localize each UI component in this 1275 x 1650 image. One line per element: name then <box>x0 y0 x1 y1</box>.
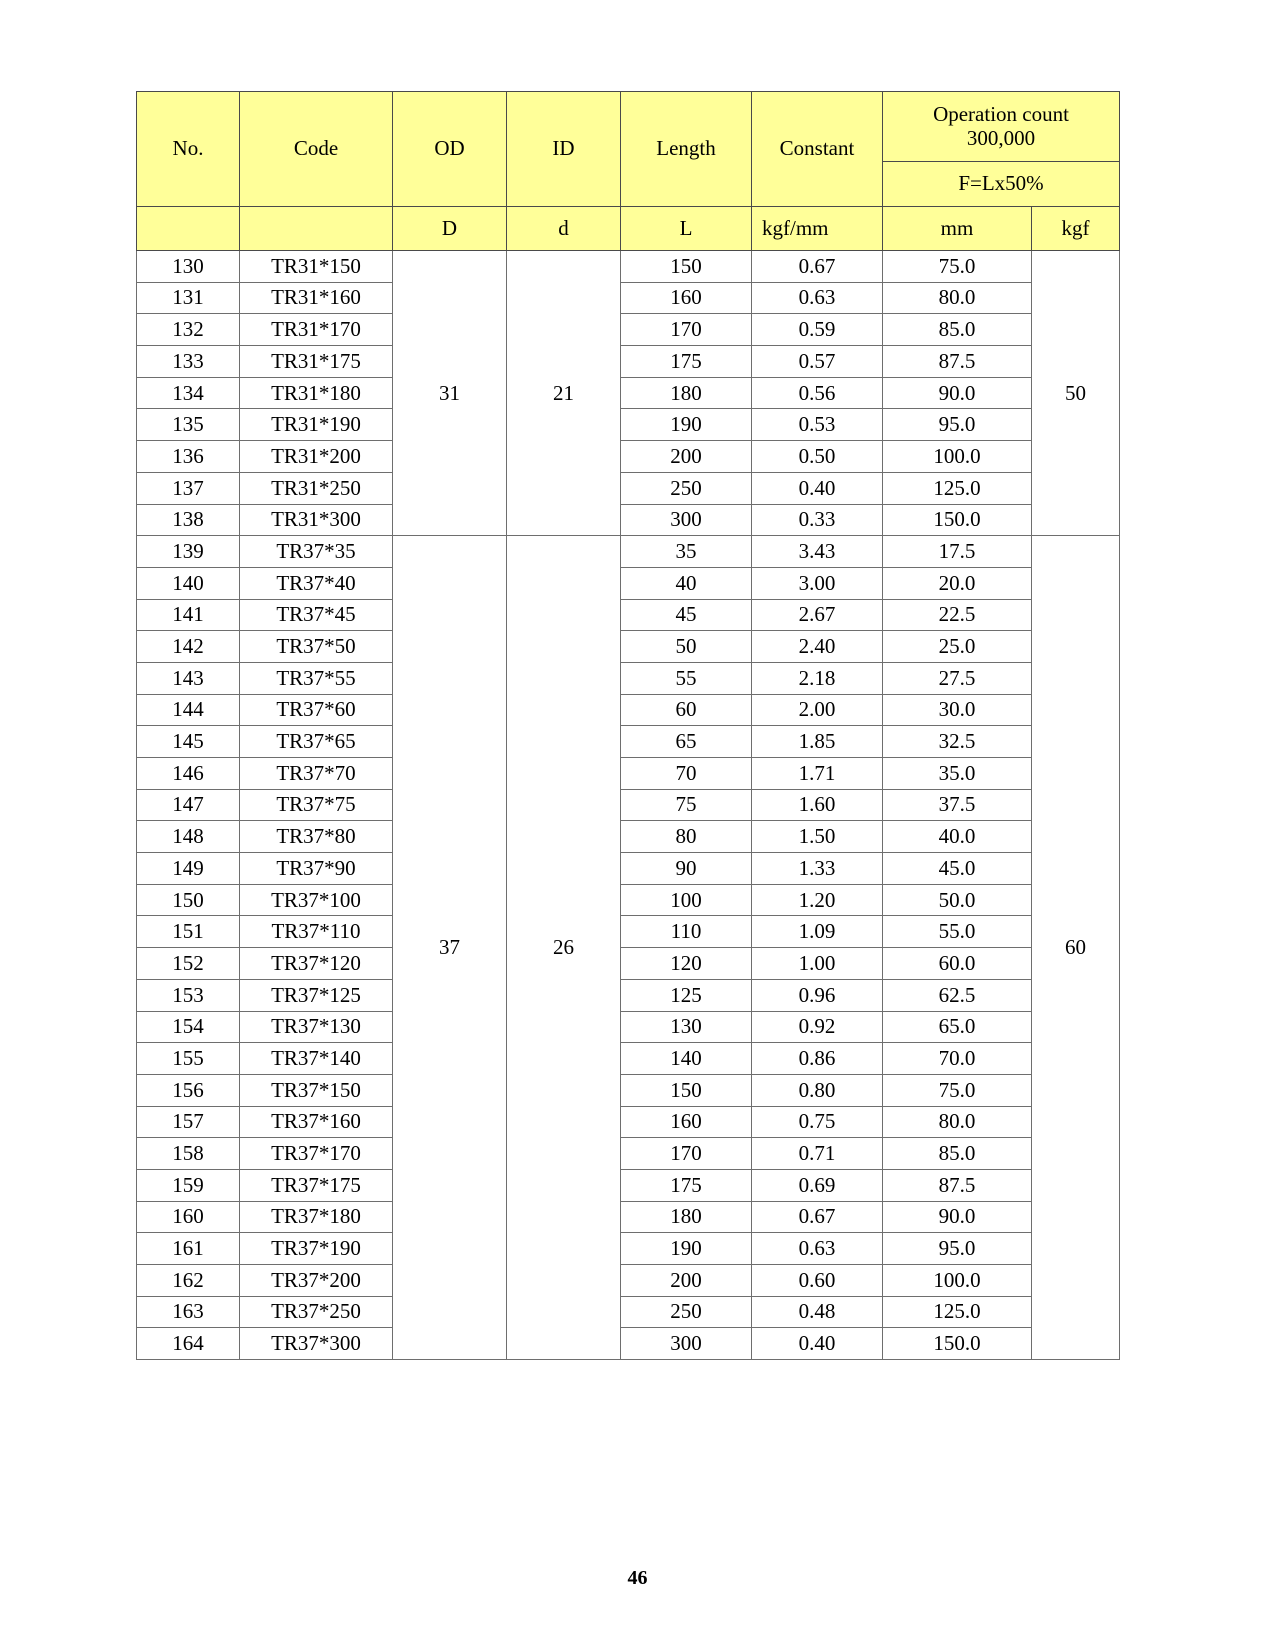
table-row <box>137 948 1120 980</box>
cell-length: 175 <box>621 346 752 378</box>
cell-length: 170 <box>621 1138 752 1170</box>
cell-travel: 60.0 <box>883 948 1032 980</box>
cell-constant: 0.40 <box>752 1328 883 1360</box>
table-row <box>137 377 1120 409</box>
cell-no: 148 <box>137 821 240 853</box>
cell-no: 132 <box>137 314 240 346</box>
cell-travel: 100.0 <box>883 1265 1032 1297</box>
cell-length: 100 <box>621 884 752 916</box>
cell-length: 65 <box>621 726 752 758</box>
cell-no: 138 <box>137 504 240 536</box>
cell-constant: 0.57 <box>752 346 883 378</box>
cell-code: TR37*175 <box>240 1169 393 1201</box>
cell-constant: 3.43 <box>752 536 883 568</box>
cell-no: 153 <box>137 979 240 1011</box>
cell-travel: 90.0 <box>883 1201 1032 1233</box>
header-od-symbol: D <box>393 207 507 251</box>
cell-travel: 100.0 <box>883 441 1032 473</box>
cell-no: 157 <box>137 1106 240 1138</box>
header-blank-no <box>137 207 240 251</box>
header-force-formula: F=Lx50% <box>883 162 1120 207</box>
cell-length: 45 <box>621 599 752 631</box>
table-row <box>137 472 1120 504</box>
table-row <box>137 916 1120 948</box>
page-number: 46 <box>627 1567 648 1589</box>
operation-count-value: 300,000 <box>966 125 1036 150</box>
cell-code: TR37*125 <box>240 979 393 1011</box>
cell-travel: 75.0 <box>883 1074 1032 1106</box>
cell-code: TR37*110 <box>240 916 393 948</box>
table-row <box>137 726 1120 758</box>
cell-constant: 2.40 <box>752 631 883 663</box>
spec-table <box>136 91 1120 1360</box>
table-row <box>137 567 1120 599</box>
cell-no: 139 <box>137 536 240 568</box>
cell-length: 180 <box>621 1201 752 1233</box>
cell-travel: 150.0 <box>883 504 1032 536</box>
cell-code: TR37*45 <box>240 599 393 631</box>
cell-constant: 0.63 <box>752 1233 883 1265</box>
cell-code: TR37*190 <box>240 1233 393 1265</box>
cell-no: 131 <box>137 282 240 314</box>
cell-no: 155 <box>137 1043 240 1075</box>
cell-code: TR37*200 <box>240 1265 393 1297</box>
cell-constant: 0.86 <box>752 1043 883 1075</box>
table-row <box>137 631 1120 663</box>
cell-length: 150 <box>621 1074 752 1106</box>
cell-code: TR37*160 <box>240 1106 393 1138</box>
cell-code: TR37*180 <box>240 1201 393 1233</box>
table-row <box>137 694 1120 726</box>
cell-travel: 80.0 <box>883 282 1032 314</box>
cell-length: 180 <box>621 377 752 409</box>
cell-no: 154 <box>137 1011 240 1043</box>
cell-travel: 70.0 <box>883 1043 1032 1075</box>
table-row <box>137 1201 1120 1233</box>
cell-constant: 0.60 <box>752 1265 883 1297</box>
cell-length: 90 <box>621 853 752 885</box>
cell-travel: 35.0 <box>883 758 1032 790</box>
cell-code: TR37*70 <box>240 758 393 790</box>
cell-code: TR31*175 <box>240 346 393 378</box>
cell-constant: 2.18 <box>752 662 883 694</box>
header-id: ID <box>507 92 621 207</box>
table-row <box>137 504 1120 536</box>
table-row <box>137 979 1120 1011</box>
cell-no: 145 <box>137 726 240 758</box>
cell-length: 160 <box>621 282 752 314</box>
table-row <box>137 1138 1120 1170</box>
cell-length: 110 <box>621 916 752 948</box>
cell-no: 136 <box>137 441 240 473</box>
header-length-symbol: L <box>621 207 752 251</box>
cell-od: 37 <box>393 536 507 1360</box>
cell-length: 60 <box>621 694 752 726</box>
cell-code: TR31*300 <box>240 504 393 536</box>
table-row <box>137 1169 1120 1201</box>
cell-travel: 125.0 <box>883 472 1032 504</box>
cell-no: 135 <box>137 409 240 441</box>
cell-no: 144 <box>137 694 240 726</box>
cell-constant: 0.33 <box>752 504 883 536</box>
cell-constant: 0.71 <box>752 1138 883 1170</box>
cell-length: 50 <box>621 631 752 663</box>
cell-no: 146 <box>137 758 240 790</box>
cell-no: 150 <box>137 884 240 916</box>
cell-length: 140 <box>621 1043 752 1075</box>
cell-travel: 30.0 <box>883 694 1032 726</box>
cell-travel: 40.0 <box>883 821 1032 853</box>
table-row <box>137 1265 1120 1297</box>
cell-code: TR37*150 <box>240 1074 393 1106</box>
cell-constant: 0.53 <box>752 409 883 441</box>
cell-travel: 95.0 <box>883 1233 1032 1265</box>
table-header <box>137 92 1120 251</box>
table-row <box>137 1106 1120 1138</box>
cell-constant: 1.20 <box>752 884 883 916</box>
cell-id: 21 <box>507 251 621 536</box>
table-row <box>137 1328 1120 1360</box>
header-no: No. <box>137 92 240 207</box>
header-constant: Constant <box>752 92 883 207</box>
cell-no: 152 <box>137 948 240 980</box>
cell-no: 158 <box>137 1138 240 1170</box>
cell-code: TR37*40 <box>240 567 393 599</box>
cell-id: 26 <box>507 536 621 1360</box>
cell-no: 141 <box>137 599 240 631</box>
cell-code: TR31*160 <box>240 282 393 314</box>
cell-constant: 0.92 <box>752 1011 883 1043</box>
cell-code: TR31*170 <box>240 314 393 346</box>
table-row <box>137 599 1120 631</box>
cell-no: 160 <box>137 1201 240 1233</box>
cell-travel: 75.0 <box>883 251 1032 283</box>
table-row <box>137 314 1120 346</box>
cell-travel: 25.0 <box>883 631 1032 663</box>
cell-code: TR31*250 <box>240 472 393 504</box>
cell-code: TR37*60 <box>240 694 393 726</box>
cell-length: 70 <box>621 758 752 790</box>
table-row <box>137 853 1120 885</box>
cell-constant: 0.96 <box>752 979 883 1011</box>
cell-code: TR31*200 <box>240 441 393 473</box>
table-row <box>137 441 1120 473</box>
cell-constant: 0.56 <box>752 377 883 409</box>
cell-code: TR37*50 <box>240 631 393 663</box>
cell-code: TR37*250 <box>240 1296 393 1328</box>
table-row <box>137 1043 1120 1075</box>
table-row <box>137 251 1120 283</box>
cell-length: 80 <box>621 821 752 853</box>
cell-no: 130 <box>137 251 240 283</box>
cell-no: 133 <box>137 346 240 378</box>
cell-no: 156 <box>137 1074 240 1106</box>
cell-travel: 150.0 <box>883 1328 1032 1360</box>
cell-travel: 85.0 <box>883 1138 1032 1170</box>
table-row <box>137 1233 1120 1265</box>
cell-length: 200 <box>621 1265 752 1297</box>
cell-code: TR37*35 <box>240 536 393 568</box>
cell-code: TR37*80 <box>240 821 393 853</box>
cell-code: TR37*65 <box>240 726 393 758</box>
cell-constant: 2.00 <box>752 694 883 726</box>
cell-travel: 90.0 <box>883 377 1032 409</box>
cell-length: 175 <box>621 1169 752 1201</box>
cell-travel: 20.0 <box>883 567 1032 599</box>
cell-constant: 0.59 <box>752 314 883 346</box>
header-force-unit: kgf <box>1032 207 1120 251</box>
table-row <box>137 1296 1120 1328</box>
table-row <box>137 821 1120 853</box>
cell-length: 150 <box>621 251 752 283</box>
cell-no: 147 <box>137 789 240 821</box>
table-body <box>137 251 1120 1360</box>
cell-travel: 62.5 <box>883 979 1032 1011</box>
cell-constant: 2.67 <box>752 599 883 631</box>
cell-travel: 27.5 <box>883 662 1032 694</box>
cell-travel: 50.0 <box>883 884 1032 916</box>
cell-code: TR37*100 <box>240 884 393 916</box>
cell-length: 40 <box>621 567 752 599</box>
header-blank-code <box>240 207 393 251</box>
cell-length: 55 <box>621 662 752 694</box>
cell-od: 31 <box>393 251 507 536</box>
cell-no: 140 <box>137 567 240 599</box>
table-row <box>137 1011 1120 1043</box>
cell-code: TR37*170 <box>240 1138 393 1170</box>
header-od: OD <box>393 92 507 207</box>
cell-no: 162 <box>137 1265 240 1297</box>
cell-length: 250 <box>621 472 752 504</box>
cell-constant: 0.69 <box>752 1169 883 1201</box>
cell-constant: 1.71 <box>752 758 883 790</box>
cell-constant: 0.80 <box>752 1074 883 1106</box>
cell-force: 60 <box>1032 536 1120 1360</box>
cell-travel: 125.0 <box>883 1296 1032 1328</box>
table-row <box>137 758 1120 790</box>
cell-length: 300 <box>621 1328 752 1360</box>
cell-constant: 0.48 <box>752 1296 883 1328</box>
table-row <box>137 409 1120 441</box>
cell-constant: 1.60 <box>752 789 883 821</box>
cell-length: 250 <box>621 1296 752 1328</box>
cell-constant: 0.40 <box>752 472 883 504</box>
table-row <box>137 884 1120 916</box>
cell-no: 164 <box>137 1328 240 1360</box>
header-travel-unit: mm <box>883 207 1032 251</box>
cell-travel: 85.0 <box>883 314 1032 346</box>
cell-no: 142 <box>137 631 240 663</box>
cell-length: 190 <box>621 1233 752 1265</box>
cell-constant: 3.00 <box>752 567 883 599</box>
cell-travel: 45.0 <box>883 853 1032 885</box>
cell-length: 35 <box>621 536 752 568</box>
cell-constant: 1.00 <box>752 948 883 980</box>
cell-constant: 1.33 <box>752 853 883 885</box>
cell-travel: 65.0 <box>883 1011 1032 1043</box>
cell-no: 159 <box>137 1169 240 1201</box>
cell-travel: 55.0 <box>883 916 1032 948</box>
cell-length: 190 <box>621 409 752 441</box>
header-code: Code <box>240 92 393 207</box>
cell-travel: 80.0 <box>883 1106 1032 1138</box>
cell-travel: 32.5 <box>883 726 1032 758</box>
table-row <box>137 536 1120 568</box>
cell-code: TR37*75 <box>240 789 393 821</box>
cell-no: 134 <box>137 377 240 409</box>
cell-constant: 0.75 <box>752 1106 883 1138</box>
cell-no: 143 <box>137 662 240 694</box>
cell-no: 161 <box>137 1233 240 1265</box>
cell-no: 137 <box>137 472 240 504</box>
cell-code: TR37*120 <box>240 948 393 980</box>
cell-constant: 1.09 <box>752 916 883 948</box>
table-row <box>137 789 1120 821</box>
cell-travel: 87.5 <box>883 346 1032 378</box>
cell-constant: 0.50 <box>752 441 883 473</box>
cell-travel: 17.5 <box>883 536 1032 568</box>
cell-constant: 1.50 <box>752 821 883 853</box>
cell-length: 125 <box>621 979 752 1011</box>
cell-no: 163 <box>137 1296 240 1328</box>
cell-travel: 22.5 <box>883 599 1032 631</box>
cell-constant: 0.63 <box>752 282 883 314</box>
header-id-symbol: d <box>507 207 621 251</box>
cell-code: TR37*300 <box>240 1328 393 1360</box>
cell-length: 75 <box>621 789 752 821</box>
cell-length: 300 <box>621 504 752 536</box>
header-operation-count <box>883 92 1120 162</box>
cell-constant: 0.67 <box>752 1201 883 1233</box>
cell-code: TR37*55 <box>240 662 393 694</box>
header-length: Length <box>621 92 752 207</box>
cell-code: TR37*90 <box>240 853 393 885</box>
table-row <box>137 346 1120 378</box>
header-constant-unit: kgf/mm <box>752 207 883 251</box>
operation-count-label: Operation count <box>933 102 1069 127</box>
cell-length: 120 <box>621 948 752 980</box>
cell-no: 151 <box>137 916 240 948</box>
cell-constant: 1.85 <box>752 726 883 758</box>
cell-no: 149 <box>137 853 240 885</box>
cell-code: TR37*130 <box>240 1011 393 1043</box>
cell-length: 200 <box>621 441 752 473</box>
cell-code: TR31*150 <box>240 251 393 283</box>
table-row <box>137 662 1120 694</box>
cell-length: 160 <box>621 1106 752 1138</box>
cell-travel: 95.0 <box>883 409 1032 441</box>
cell-code: TR31*190 <box>240 409 393 441</box>
cell-length: 170 <box>621 314 752 346</box>
cell-travel: 87.5 <box>883 1169 1032 1201</box>
table-row <box>137 1074 1120 1106</box>
cell-constant: 0.67 <box>752 251 883 283</box>
table-row <box>137 282 1120 314</box>
cell-length: 130 <box>621 1011 752 1043</box>
cell-force: 50 <box>1032 251 1120 536</box>
cell-travel: 37.5 <box>883 789 1032 821</box>
cell-code: TR37*140 <box>240 1043 393 1075</box>
cell-code: TR31*180 <box>240 377 393 409</box>
